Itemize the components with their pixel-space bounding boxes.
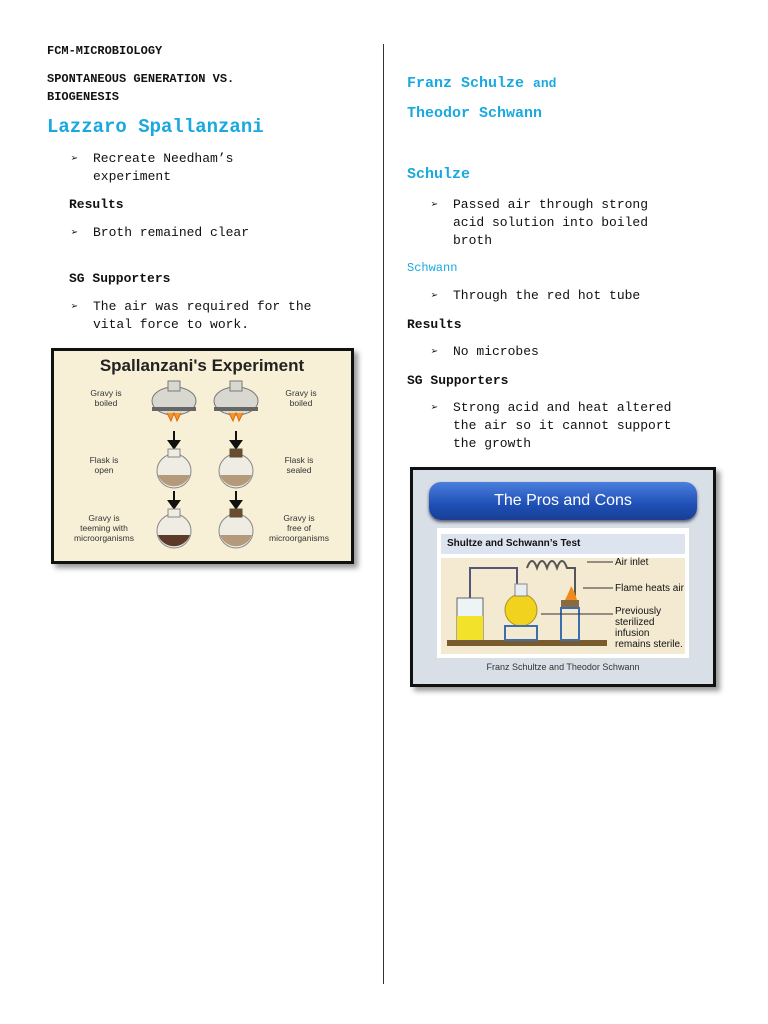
topic-line-1: SPONTANEOUS GENERATION VS.	[47, 72, 235, 86]
label-free: free of	[286, 523, 312, 533]
test-diagram	[437, 528, 689, 658]
label-flask-open: open	[94, 465, 114, 475]
label-flask-sealed: sealed	[286, 465, 312, 475]
bullet-text: vital force to work.	[93, 317, 250, 332]
bullet-air	[71, 298, 311, 334]
label-flask-open: Flask is	[89, 455, 119, 465]
contaminated-flask-icon	[157, 509, 191, 548]
label-flask-sealed: Flask is	[284, 455, 314, 465]
bullet-broth	[71, 224, 249, 242]
open-flask-icon	[157, 449, 191, 488]
schulze-heading: Schulze	[407, 166, 471, 183]
label-gravy-boiled-right: boiled	[289, 398, 313, 408]
bullet-strong-acid	[431, 399, 671, 453]
label-remains-sterile: remains sterile.	[615, 639, 683, 650]
results-label-right: Results	[407, 317, 462, 332]
label-previously: Previously	[615, 606, 662, 617]
sg-supporters-label-right: SG Supporters	[407, 373, 509, 388]
figure-caption: Franz Schultze and Theodor Schwann	[486, 662, 640, 672]
bullet-text: Through the red hot tube	[453, 288, 641, 303]
results-label: Results	[69, 197, 124, 212]
bullet-text: Strong acid and heat altered	[453, 400, 672, 415]
test-title: Shultze and Schwann’s Test	[441, 534, 685, 554]
bullet-schwann	[431, 287, 640, 305]
label-gravy-boiled: boiled	[94, 398, 118, 408]
arrow-bullet-icon: ➢	[431, 345, 439, 359]
label-air-inlet: Air inlet	[615, 557, 649, 568]
column-divider	[383, 44, 384, 984]
bullet-text: Passed air through strong	[453, 197, 649, 212]
bullet-text: acid solution into boiled	[453, 215, 649, 230]
course-title: FCM-MICROBIOLOGY	[47, 44, 163, 58]
sg-supporters-label: SG Supporters	[69, 271, 171, 286]
bullet-no-microbes	[431, 343, 539, 361]
label-gravy-boiled: Gravy is	[90, 388, 122, 398]
arrow-bullet-icon: ➢	[71, 300, 79, 314]
schulze-schwann-heading	[407, 74, 556, 94]
figure-title: Spallanzani's Experiment	[99, 356, 305, 375]
topic-line-2: BIOGENESIS	[47, 90, 120, 104]
pros-cons-banner: The Pros and Cons	[429, 482, 697, 520]
label-free: microorganisms	[269, 533, 329, 543]
spallanzani-heading: Lazzaro Spallanzani	[47, 116, 264, 138]
label-teeming: microorganisms	[74, 533, 134, 543]
arrow-bullet-icon: ➢	[71, 226, 79, 240]
bullet-text: Broth remained clear	[93, 225, 250, 240]
schwann-heading-line: Theodor Schwann	[407, 105, 543, 122]
bullet-text: the air so it cannot support	[453, 418, 672, 433]
bullet-schulze	[431, 196, 648, 250]
boiling-flask-icon	[214, 381, 258, 421]
heading-and: and	[533, 76, 557, 91]
label-teeming: teeming with	[80, 523, 128, 533]
arrow-bullet-icon: ➢	[71, 152, 79, 166]
label-gravy-boiled-right: Gravy is	[285, 388, 317, 398]
sealed-flask-icon	[219, 449, 253, 488]
label-infusion: infusion	[615, 628, 650, 639]
label-teeming: Gravy is	[88, 513, 120, 523]
bullet-text: The air was required for the	[93, 299, 312, 314]
label-free: Gravy is	[283, 513, 315, 523]
label-sterilized: sterilized	[615, 617, 655, 628]
arrow-bullet-icon: ➢	[431, 289, 439, 303]
bullet-text: broth	[453, 233, 493, 248]
schulze-schwann-figure	[410, 467, 716, 687]
bullet-text: Recreate Needham’s	[93, 151, 234, 166]
arrow-bullet-icon: ➢	[431, 198, 439, 212]
bullet-text: experiment	[93, 169, 172, 184]
sterile-flask-icon	[219, 509, 253, 548]
spallanzani-experiment-figure	[51, 348, 354, 564]
bullet-text: No microbes	[453, 344, 539, 359]
label-flame: Flame heats air	[615, 583, 684, 594]
heading-part: Franz Schulze	[407, 75, 525, 92]
schwann-subheading: Schwann	[407, 261, 458, 275]
boiling-flask-icon	[152, 381, 196, 421]
bullet-text: the growth	[453, 436, 532, 451]
bullet-recreate	[71, 150, 233, 186]
arrow-bullet-icon: ➢	[431, 401, 439, 415]
